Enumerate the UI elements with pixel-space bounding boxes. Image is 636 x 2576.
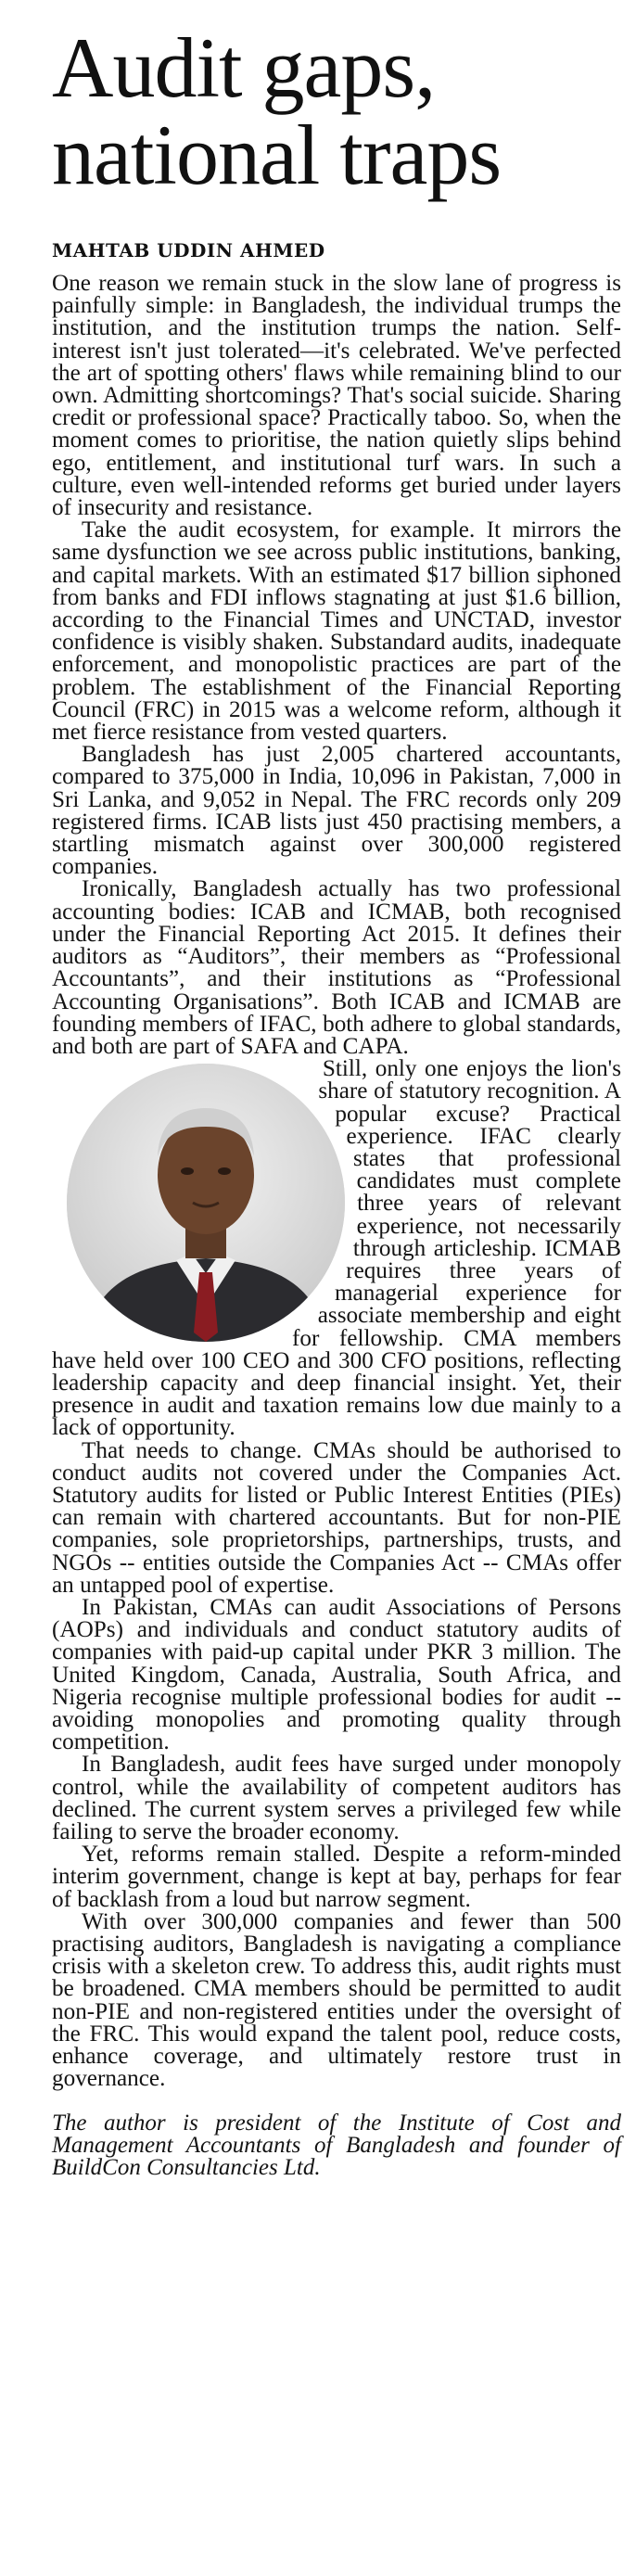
paragraph-1: One reason we remain stuck in the slow lane of progress is painfully simple: in Bangladesh, the individual trumps the institution, and the institution trumps the nation. Self-interest isn't just tolerated—it's celebrated. We've perfected the art of spotting others' flaws while remaining blind to our own. Admitting shortcomings? That's social suicide. Sharing credit or professional space? Practically taboo. So, when the moment comes to prioritise, the nation quietly slips behind ego, entitlement, and institutional turf wars. In such a culture, even well-intended reforms get buried under layers of insecurity and resistance.: [52, 271, 621, 521]
headline-line-2: national traps: [52, 108, 502, 202]
paragraph-8: In Bangladesh, audit fees have surged under monopoly control, while the availability of competent auditors has declined. The current system serves a privileged few while failing to serve the broader economy.: [52, 1752, 621, 1845]
article-body: [52, 273, 621, 2090]
headline: [52, 0, 621, 202]
paragraph-3: Bangladesh has just 2,005 chartered accountants, compared to 375,000 in India, 10,096 in Pakistan, 7,000 in Sri Lanka, and 9,052 in Nepal. The FRC records only 209 registered firms. ICAB lists just 450 practising members, a startling mismatch against over 300,000 registered companies.: [52, 742, 621, 880]
paragraph-4: Ironically, Bangladesh actually has two professional accounting bodies: ICAB and ICMAB, both recognised under the Financial Reporting Act 2015. It defines their auditors as “Auditors”, their members as “Professional Accountants”, and their institutions as “Professional Accounting Organisations”. Both ICAB and ICMAB are founding members of IFAC, both adhere to global standards, and both are part of SAFA and CAPA.: [52, 876, 621, 1059]
headline-line-1: Audit gaps,: [52, 20, 436, 115]
paragraph-6: That needs to change. CMAs should be authorised to conduct audits not covered under the Companies Act. Statutory audits for listed or Public Interest Entities (PIEs) can remain with chartered accountants. But for non-PIE companies, sole proprietorships, partnerships, trusts, and NGOs -- entities outside the Companies Act -- CMAs offer an untapped pool of expertise.: [52, 1437, 621, 1598]
paragraph-5: Still, only one enjoys the lion's share of statutory recognition. A popular excuse? Practical experience. IFAC clearly states that professional candidates must complete three years of relevant experience, not necessarily through articleship. ICMAB requires three years of managerial experience for associate membership and eight for fellowship. CMA members have held over 100 CEO and 300 CFO positions, reflecting leadership capacity and deep financial insight. Yet, their presence in audit and taxation remains low due mainly to a lack of opportunity.: [52, 1056, 621, 1441]
paragraph-10: With over 300,000 companies and fewer than 500 practising auditors, Bangladesh is navigating a compliance crisis with a skeleton crew. To address this, audit rights must be broadened. CMA members should be permitted to audit non-PIE and non-registered entities under the oversight of the FRC. This would expand the talent pool, reduce costs, enhance coverage, and ultimately restore trust in governance.: [52, 1908, 621, 2092]
author-note: The author is president of the Institute of Cost and Management Accountants of Bangladesh and founder of BuildCon Consultancies Ltd.: [52, 2111, 621, 2181]
byline: MAHTAB UDDIN AHMED: [52, 239, 325, 261]
paragraph-7: In Pakistan, CMAs can audit Associations of Persons (AOPs) and individuals and conduct statutory audits of companies with paid-up capital under PKR 3 million. The United Kingdom, Canada, Australia, South Africa, and Nigeria recognise multiple professional bodies for audit -- avoiding monopolies and promoting quality through competition.: [52, 1594, 621, 1755]
paragraph-2: Take the audit ecosystem, for example. It mirrors the same dysfunction we see across public institutions, banking, and capital markets. With an estimated $17 billion siphoned from banks and FDI inflows stagnating at just $1.6 billion, according to the Financial Times and UNCTAD, investor confidence is visibly shaken. Substandard audits, inadequate enforcement, and monopolistic practices are part of the problem. The establishment of the Financial Reporting Council (FRC) in 2015 was a welcome reform, although it met fierce resistance from vested quarters.: [52, 517, 621, 746]
paragraph-9: Yet, reforms remain stalled. Despite a reform-minded interim government, change is kept at bay, perhaps for fear of backlash from a loud but narrow segment.: [52, 1842, 621, 1912]
author-photo: [67, 1064, 345, 1342]
